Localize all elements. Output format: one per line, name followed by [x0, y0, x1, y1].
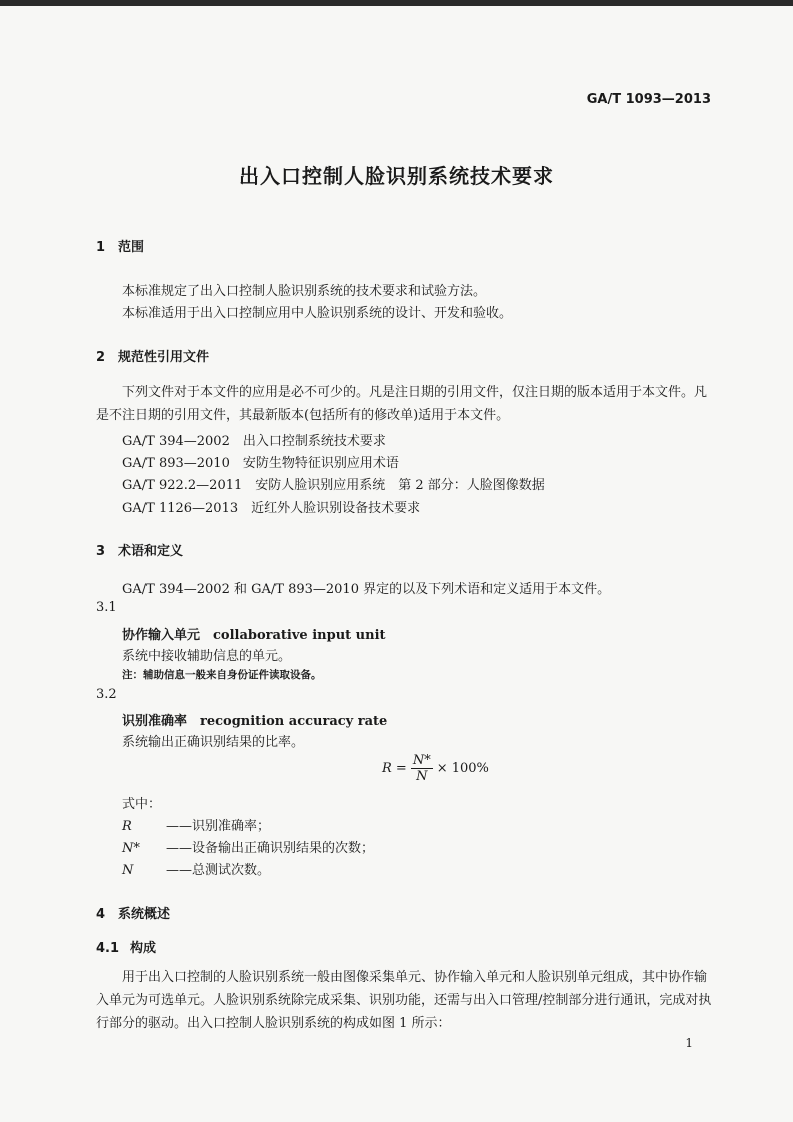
- s1-paragraph-2: 本标准适用于出入口控制应用中人脸识别系统的设计、开发和验收。: [122, 306, 513, 321]
- formula-numerator: N*: [412, 752, 431, 768]
- section-number: 2: [96, 350, 106, 365]
- section-number: 1: [96, 240, 106, 255]
- scan-top-edge: [0, 0, 793, 6]
- term-note: 注：辅助信息一般来自身份证件读取设备。: [122, 669, 322, 681]
- s3-paragraph-1: GA/T 394—2002 和 GA/T 893—2010 界定的以及下列术语和定义适用于本文件。: [122, 582, 611, 597]
- section-1-heading: [96, 236, 144, 255]
- standard-code: GA/T 1093—2013: [586, 92, 711, 107]
- section-title: 术语和定义: [118, 544, 184, 559]
- variable-row: [122, 815, 270, 834]
- page-title: 出入口控制人脸识别系统技术要求: [239, 164, 554, 188]
- page-number: 1: [685, 1036, 693, 1050]
- reference-item: GA/T 922.2—2011 安防人脸识别应用系统 第 2 部分：人脸图像数据: [122, 478, 545, 493]
- section-2-heading: [96, 346, 209, 365]
- reference-item: GA/T 893—2010 安防生物特征识别应用术语: [122, 456, 399, 471]
- term-definition: 系统输出正确识别结果的比率。: [122, 735, 305, 750]
- s4-paragraph-1: 用于出入口控制的人脸识别系统一般由图像采集单元、协作输入单元和人脸识别单元组成，其中协作输入单元为可选单元。人脸识别系统除完成采集、识别功能，还需与出入口管理/控制部分进行通讯，完成对执行部分的驱动。出入口控制人脸识别系统的构成如图 1 所示：: [96, 970, 712, 1031]
- term-number: 3.2: [96, 687, 117, 702]
- variable-symbol: R: [122, 819, 132, 834]
- accuracy-formula: [382, 748, 489, 788]
- formula-rhs: × 100%: [436, 760, 489, 776]
- subsection-number: 4.1: [96, 941, 120, 956]
- where-label: 式中：: [122, 797, 162, 812]
- term-name: 协作输入单元 collaborative input unit: [122, 628, 386, 643]
- variable-symbol: N: [122, 863, 134, 878]
- s1-paragraph-1: 本标准规定了出入口控制人脸识别系统的技术要求和试验方法。: [122, 284, 487, 299]
- term-name: 识别准确率 recognition accuracy rate: [122, 714, 388, 729]
- section-4-heading: [96, 903, 170, 922]
- variable-description: ——总测试次数。: [166, 863, 271, 878]
- formula-fraction: [411, 753, 433, 784]
- variable-symbol: N*: [122, 841, 140, 856]
- section-number: 3: [96, 544, 106, 559]
- formula-lhs: R =: [382, 760, 407, 776]
- variable-description: ——设备输出正确识别结果的次数；: [166, 841, 375, 856]
- subsection-4-1-heading: [96, 937, 156, 956]
- reference-item: GA/T 394—2002 出入口控制系统技术要求: [122, 434, 386, 449]
- reference-item: GA/T 1126—2013 近红外人脸识别设备技术要求: [122, 501, 421, 516]
- subsection-title: 构成: [130, 941, 157, 956]
- term-definition: 系统中接收辅助信息的单元。: [122, 649, 292, 664]
- section-title: 范围: [118, 240, 145, 255]
- section-title: 系统概述: [118, 907, 171, 922]
- section-number: 4: [96, 907, 106, 922]
- formula-denominator: N: [416, 768, 428, 784]
- variable-row: [122, 859, 270, 878]
- variable-description: ——识别准确率；: [166, 819, 271, 834]
- variable-row: [122, 837, 374, 856]
- s2-paragraph-1: 下列文件对于本文件的应用是必不可少的。凡是注日期的引用文件，仅注日期的版本适用于本文件。凡是不注日期的引用文件，其最新版本(包括所有的修改单)适用于本文件。: [96, 385, 708, 423]
- term-number: 3.1: [96, 600, 117, 615]
- section-title: 规范性引用文件: [118, 350, 210, 365]
- section-3-heading: [96, 540, 183, 559]
